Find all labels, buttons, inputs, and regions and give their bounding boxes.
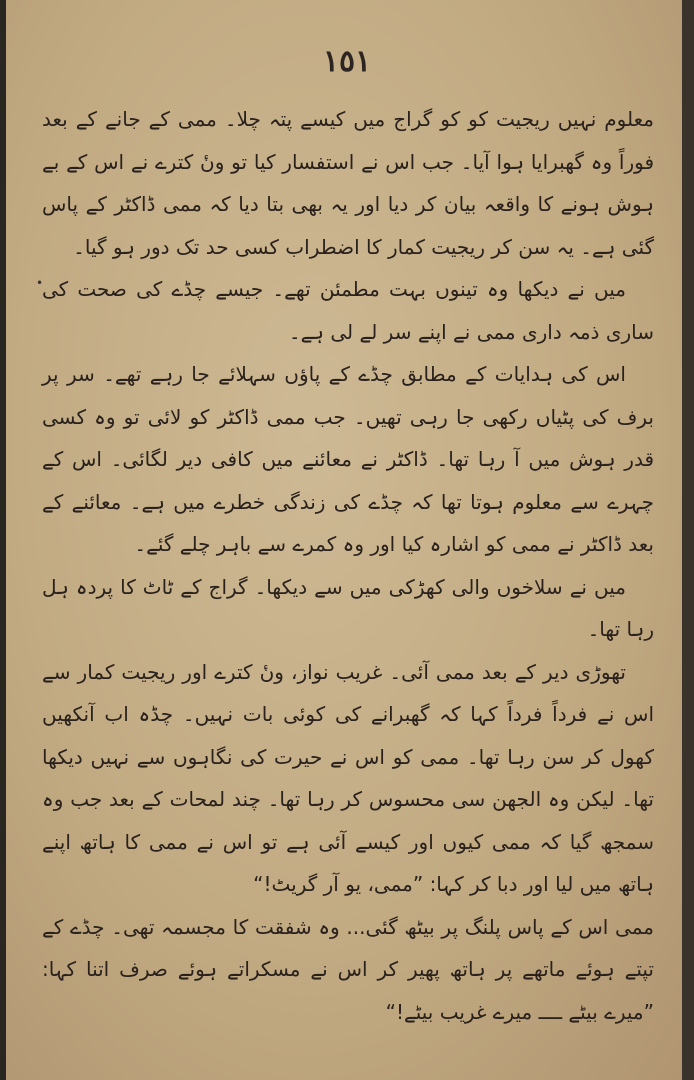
paragraph-3: اس کی ہدایات کے مطابق چڈے کے پاؤں سہلائے جا رہے تھے۔ سر پر برف کی پٹیاں رکھی جا رہی تھیں۔ جب ممی ڈاکٹر کو لائی تو وہ کسی قدر ہوش میں آ رہا تھا۔ ڈاکٹر نے معائنے میں کافی دیر لگائی۔ اس کے چہرے سے معلوم ہوتا تھا کہ چڈے کی زندگی خطرے میں ہے۔ معائنے کے بعد ڈاکٹر نے ممی کو اشارہ کیا اور وہ کمرے سے باہر چلے گئے۔ — [42, 362, 654, 556]
page-number: ١٥١ — [322, 44, 372, 79]
paragraph-5: تھوڑی دیر کے بعد ممی آئی۔ غریب نواز، ونٔ کترے اور ریجیت کمار سے اس نے فرداً فرداً کہا کہ گھبرانے کی کوئی بات نہیں۔ چڈہ اب آنکھیں کھول کر سن رہا تھا۔ ممی کو اس نے حیرت کی نگاہوں سے نہیں دیکھا تھا۔ لیکن وہ الجھن سی محسوس کر رہا تھا۔ چند لمحات کے بعد جب وہ سمجھ گیا کہ ممی کیوں اور کیسے آئی ہے تو اس نے ممی کا ہاتھ اپنے ہاتھ میں لیا اور دبا کر کہا: ”ممی، یو آر گریٹ!“ — [42, 659, 654, 896]
paragraph-2: میں نے دیکھا وہ تینوں بہت مطمئن تھے۔ جیسے چڈے کی صحت کی ساری ذمہ داری ممی نے اپنے سر لے لی ہے۔ — [42, 277, 654, 344]
stray-dot: • — [36, 276, 44, 290]
paragraph-1: معلوم نہیں ریجیت کو کو گراج میں کیسے پتہ چلا۔ ممی کے جانے کے بعد فوراً وہ گھبرایا ہوا آیا۔ جب اس نے استفسار کیا تو ونٔ کترے نے اس کے بے ہوش ہونے کا واقعہ بیان کر دیا اور یہ بھی بتا دیا کہ ممی ڈاکٹر کے پاس گئی ہے۔ یہ سن کر ریجیت کمار کا اضطراب کسی حد تک دور ہو گیا۔ — [42, 107, 654, 259]
body-text — [42, 98, 654, 1033]
paragraph-6: ممی اس کے پاس پلنگ پر بیٹھ گئی... وہ شفقت کا مجسمہ تھی۔ چڈے کے تپتے ہوئے ماتھے پر ہاتھ پھیر کر اس نے مسکراتے ہوئے صرف اتنا کہا: ”میرے بیٹے ــــ میرے غریب بیٹے!“ — [42, 914, 654, 1024]
paragraph-4: میں نے سلاخوں والی کھڑکی میں سے دیکھا۔ گراج کے ٹاٹ کا پردہ ہل رہا تھا۔ — [42, 574, 654, 641]
binding-edge — [682, 0, 694, 1080]
